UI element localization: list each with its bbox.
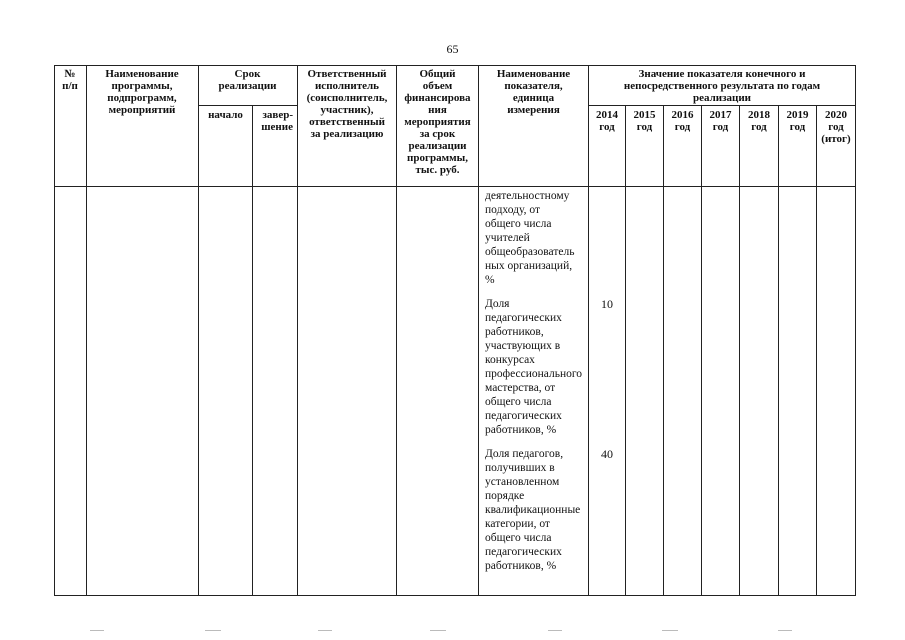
header-year-2020: 2020 год (итог) [821, 109, 851, 145]
column-divider [816, 105, 817, 596]
row-divider [198, 105, 297, 106]
header-year-2018: 2018 год [748, 109, 770, 133]
column-divider [778, 105, 779, 596]
header-start: начало [208, 109, 243, 121]
indicator-text: Доля педагогов, получивших в установленном порядке квалификационные категории, от общего числа педагогических работников, % [485, 448, 581, 572]
header-year-2016: 2016 год [671, 109, 694, 133]
column-divider [86, 65, 87, 596]
column-divider [625, 105, 626, 596]
column-divider [739, 105, 740, 596]
scan-artifact [205, 630, 221, 631]
header-year-2014: 2014 год [596, 109, 618, 133]
value-2014: 10 [601, 297, 613, 311]
row-divider [588, 105, 856, 106]
indicator-text: деятельностному подходу, от общего числа учителей общеобразователь ных организаций, % [485, 190, 575, 286]
column-divider [252, 105, 253, 596]
header-year-2015: 2015 год [633, 109, 656, 133]
header-year-2017: 2017 год [709, 109, 732, 133]
scan-artifact [430, 630, 446, 631]
page-number: 65 [446, 42, 459, 56]
scan-artifact [662, 630, 678, 631]
scan-artifact [318, 630, 332, 631]
header-year-2019: 2019 год [786, 109, 809, 133]
header-name: Наименование программы, подпрограмм, мероприятий [105, 68, 179, 116]
header-responsible: Ответственный исполнитель (соисполнитель, участник), ответственный за реализацию [306, 68, 388, 140]
header-funding: Общий объем финансирова ния мероприятия за срок реализации программы, тыс. руб. [404, 68, 471, 176]
indicator-text: Доля педагогических работников, участвующих в конкурсах профессионального мастерства, от общего числа педагогических работников, % [485, 298, 583, 436]
header-term: Срок реализации [218, 68, 277, 92]
column-divider [478, 65, 479, 596]
header-end: завер- шение [261, 109, 293, 133]
header-indicator: Наименование показателя, единица измерения [496, 68, 571, 116]
scan-artifact [90, 630, 104, 631]
value-2014: 40 [601, 447, 613, 461]
scan-artifact [548, 630, 562, 631]
scan-artifact [778, 630, 792, 631]
column-divider [297, 65, 298, 596]
header-bottom-line [54, 186, 856, 187]
column-divider [198, 65, 199, 596]
header-num: № п/п [62, 68, 78, 92]
column-divider [663, 105, 664, 596]
header-values-group: Значение показателя конечного и непосредственного результата по годам реализации [623, 68, 821, 104]
column-divider [701, 105, 702, 596]
